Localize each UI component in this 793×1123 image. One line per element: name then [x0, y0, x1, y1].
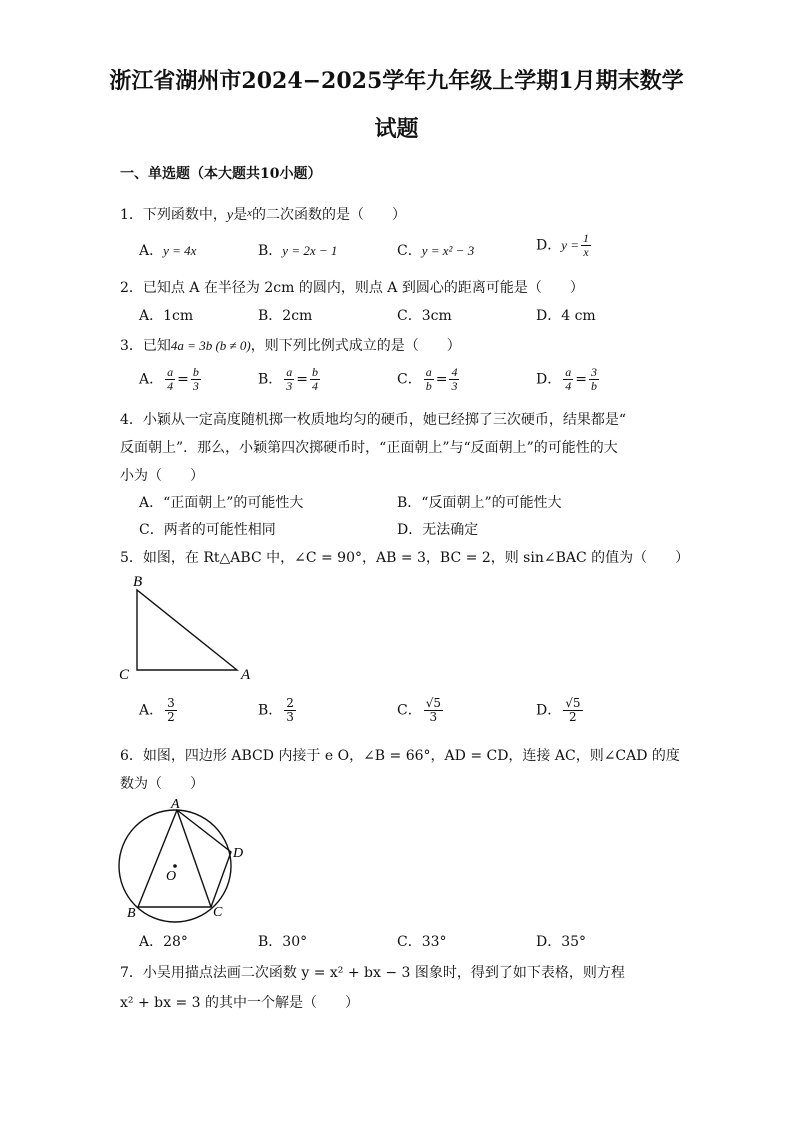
vertex-label-b: B [133, 574, 143, 590]
vertex-label-a: A [171, 797, 180, 812]
option-fraction [581, 232, 591, 259]
fraction-right [310, 366, 320, 393]
fraction-denominator: 2 [167, 710, 175, 724]
option-text: y = 4x [163, 243, 197, 258]
triangle-abc [137, 590, 237, 670]
option-fraction [165, 697, 177, 724]
question-7-line1: 7．小吴用描点法画二次函数 y = x² + bx − 3 图象时，得到了如下表格，则方程 [120, 965, 625, 981]
option-label: A． [139, 243, 164, 259]
question-2-option-b[interactable]: B．2cm [258, 308, 313, 324]
center-point [173, 864, 177, 868]
option-text: y = 2x − 1 [282, 243, 338, 258]
question-2-option-d[interactable]: D．4 cm [536, 308, 596, 324]
question-1-option-d[interactable] [536, 232, 593, 259]
section-heading: 一、单选题（本大题共10小题） [120, 166, 322, 182]
question-5-option-b[interactable] [258, 697, 298, 724]
option-label: D． [536, 371, 562, 388]
question-2-option-a[interactable]: A．1cm [139, 308, 194, 324]
fraction-numerator: 3 [590, 365, 597, 379]
fraction-left [424, 366, 434, 393]
fraction-numerator: a [286, 365, 293, 379]
question-1-stem [120, 204, 406, 224]
fraction-numerator: √5 [565, 696, 581, 710]
question-3-suffix: ，则下列比例式成立的是（ ） [250, 338, 461, 354]
fraction-numerator: √5 [425, 696, 441, 710]
fraction-right [449, 366, 459, 393]
option-label: B． [258, 243, 283, 259]
question-5-option-d[interactable] [536, 697, 585, 724]
fraction-denominator: 4 [312, 379, 319, 393]
option-label: A． [139, 371, 164, 388]
center-label-o: O [166, 869, 177, 884]
question-3-option-a[interactable]: A． $\frac{a}{4}$ = $\frac{b}{3}$ [139, 365, 199, 393]
question-6-option-b[interactable]: B．30° [258, 934, 308, 950]
fraction-numerator: a [167, 365, 174, 379]
question-1-option-c[interactable] [397, 240, 474, 260]
option-label: C． [397, 243, 422, 259]
fraction-left [563, 366, 573, 393]
fraction-numerator: 4 [451, 365, 458, 379]
fraction-denominator: 2 [569, 710, 577, 724]
fraction-denominator: x [583, 245, 589, 259]
fraction-denominator: 3 [429, 710, 438, 724]
question-5-stem: 5．如图，在 Rt△ABC 中，∠C = 90°，AB = 3，BC = 2，则 sin∠BAC 的值为（ ） [120, 550, 690, 566]
vertex-label-c: C [119, 667, 130, 683]
option-label: D． [536, 237, 562, 254]
question-3-option-c[interactable]: C． $\frac{a}{b}$ = $\frac{4}{3}$ [397, 365, 458, 393]
option-label: B． [258, 702, 283, 719]
fraction-numerator: b [192, 365, 199, 379]
fraction-denominator: 4 [565, 379, 572, 393]
question-3-prefix: 3．已知 [120, 338, 171, 354]
fraction-left [165, 366, 175, 393]
fraction-numerator: a [565, 365, 572, 379]
question-2-stem: 2．已知点 A 在半径为 2cm 的圆内，则点 A 到圆心的距离可能是（ ） [120, 280, 584, 296]
question-6-line2: 数为（ ） [120, 776, 204, 792]
segment-ac [177, 810, 211, 907]
question-4-option-a[interactable]: A．“正面朝上”的可能性大 [139, 495, 304, 511]
fraction-numerator: 1 [583, 231, 590, 245]
document-title-line1: 浙江省湖州市2024−2025学年九年级上学期1月期末数学 [109, 68, 684, 94]
fraction-denominator: b [425, 379, 432, 393]
fraction-denominator: 3 [286, 379, 293, 393]
question-3-option-d[interactable]: D． $\frac{a}{4}$ = $\frac{3}{b}$ [536, 365, 597, 393]
fraction-numerator: 2 [286, 696, 294, 710]
question-5-triangle-figure [115, 570, 265, 685]
quadrilateral-abcd [138, 810, 231, 907]
fraction-right [589, 366, 599, 393]
question-4-option-b[interactable]: B．“反面朝上”的可能性大 [397, 495, 562, 511]
document-title-line2: 试题 [374, 116, 419, 142]
fraction-numerator: 3 [167, 696, 175, 710]
question-1-option-b[interactable] [258, 240, 337, 260]
vertex-label-b: B [127, 906, 136, 921]
question-1-option-a[interactable] [139, 240, 196, 260]
fraction-left [284, 366, 294, 393]
question-5-option-c[interactable] [397, 697, 445, 724]
question-1-mid: 是 [233, 207, 248, 223]
question-6-option-c[interactable]: C．33° [397, 934, 447, 950]
fraction-denominator: 3 [451, 379, 458, 393]
vertex-label-c: C [213, 905, 223, 920]
option-label: C． [397, 371, 422, 388]
question-6-circle-figure [110, 795, 260, 925]
question-4-line2: 反面朝上”．那么，小颖第四次掷硬币时，“正面朝上”与“反面朝上”的可能性的大 [120, 440, 618, 456]
fraction-denominator: b [590, 379, 597, 393]
option-fraction [563, 697, 582, 724]
question-1-prefix: 1．下列函数中， [120, 207, 227, 223]
option-fraction [284, 697, 296, 724]
option-text: y = x² − 3 [421, 243, 475, 258]
question-2-option-c[interactable]: C．3cm [397, 308, 452, 324]
question-5-option-a[interactable] [139, 697, 179, 724]
fraction-denominator: 3 [192, 379, 199, 393]
fraction-denominator: 3 [286, 710, 294, 724]
question-4-line3: 小为（ ） [120, 468, 204, 484]
option-fraction [424, 697, 443, 724]
option-label: D． [536, 702, 562, 719]
option-label: B． [258, 371, 283, 388]
question-3-condition: 4a = 3b (b ≠ 0) [170, 338, 251, 353]
vertex-label-d: D [233, 846, 244, 861]
option-text: y = [561, 237, 580, 253]
question-6-option-d[interactable]: D．35° [536, 934, 587, 950]
question-6-line1: 6．如图，四边形 ABCD 内接于 e O，∠B = 66°，AD = CD，连接 AC，则∠CAD 的度 [120, 748, 680, 764]
fraction-denominator: 4 [167, 379, 174, 393]
option-label: C． [397, 702, 422, 719]
question-3-option-b[interactable]: B． $\frac{a}{3}$ = $\frac{b}{4}$ [258, 365, 319, 393]
question-1-var-x: x [247, 207, 253, 219]
question-1-suffix: 的二次函数的是（ ） [252, 207, 407, 223]
option-label: A． [139, 702, 164, 719]
vertex-label-a: A [241, 667, 251, 683]
question-7-line2: x² + bx = 3 的其中一个解是（ ） [120, 995, 359, 1011]
question-4-option-c[interactable]: C．两者的可能性相同 [139, 522, 276, 538]
question-4-option-d[interactable]: D．无法确定 [397, 522, 479, 538]
question-6-option-a[interactable]: A．28° [139, 934, 188, 950]
fraction-numerator: b [312, 365, 319, 379]
fraction-right [191, 366, 201, 393]
question-4-line1: 4．小颖从一定高度随机掷一枚质地均匀的硬币，她已经掷了三次硬币，结果都是“ [120, 412, 627, 428]
question-1-var-y: y [226, 208, 234, 223]
question-3-stem [120, 335, 461, 355]
fraction-numerator: a [425, 365, 432, 379]
